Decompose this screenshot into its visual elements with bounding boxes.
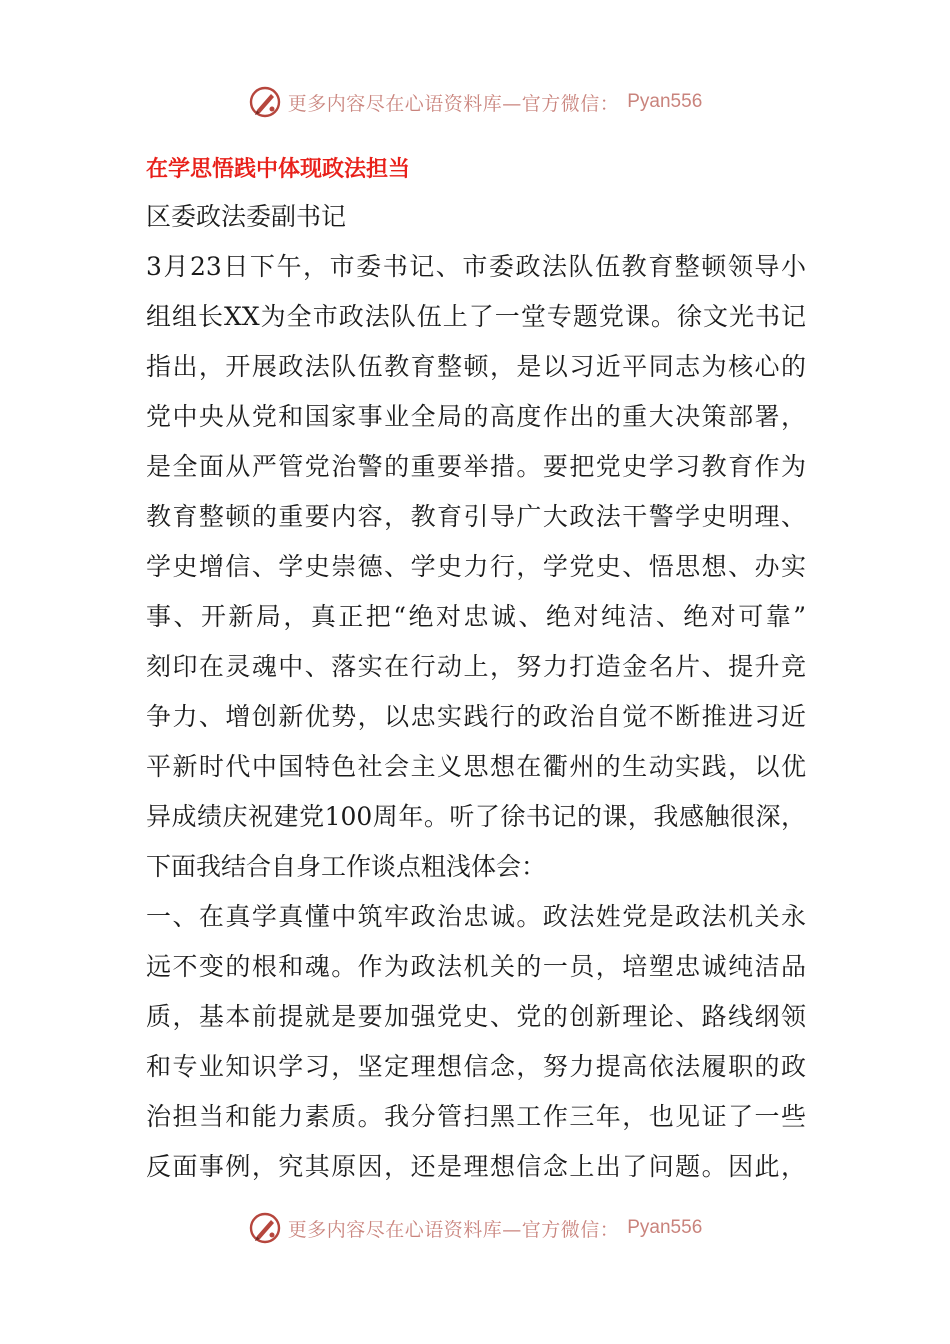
text-line: 教育整顿的重要内容，教育引导广大政法干警学史明理、 (146, 502, 806, 531)
footer-watermark (0, 1208, 950, 1248)
text-line: 治担当和能力素质。我分管扫黑工作三年，也见证了一些 (146, 1102, 806, 1131)
text-line: 和专业知识学习，坚定理想信念，努力提高依法履职的政 (146, 1052, 806, 1081)
text-line: 下面我结合自身工作谈点粗浅体会： (146, 852, 547, 881)
text-line: 学史增信、学史崇德、学史力行，学党史、悟思想、办实 (146, 552, 806, 581)
text-line: 组组长XX为全市政法队伍上了一堂专题党课。徐文光书记 (146, 302, 806, 331)
text-line: 指出，开展政法队伍教育整顿，是以习近平同志为核心的 (146, 352, 806, 381)
text-line: 异成绩庆祝建党100周年。听了徐书记的课，我感触很深， (146, 802, 806, 831)
text-line: 远不变的根和魂。作为政法机关的一员，培塑忠诚纯洁品 (146, 952, 806, 981)
text-line: 3月23日下午，市委书记、市委政法队伍教育整顿领导小 (146, 252, 806, 281)
pen-logo-icon (248, 85, 282, 119)
text-line: 一、在真学真懂中筑牢政治忠诚。政法姓党是政法机关永 (146, 902, 806, 931)
text-line: 争力、增创新优势，以忠实践行的政治自觉不断推进习近 (146, 702, 806, 731)
watermark-wechat-id: Pyan556 (627, 1217, 703, 1238)
watermark-text: 更多内容尽在心语资料库—官方微信： (287, 1218, 620, 1241)
watermark-wechat-id: Pyan556 (627, 91, 703, 112)
text-line: 事、开新局，真正把“绝对忠诚、绝对纯洁、绝对可靠” (146, 602, 806, 631)
text-line: 平新时代中国特色社会主义思想在衢州的生动实践，以优 (146, 752, 806, 781)
text-line: 党中央从党和国家事业全局的高度作出的重大决策部署， (146, 402, 806, 431)
text-line: 反面事例，究其原因，还是理想信念上出了问题。因此， (146, 1152, 806, 1181)
document-title: 在学思悟践中体现政法担当 (146, 157, 411, 182)
text-line: 刻印在灵魂中、落实在行动上，努力打造金名片、提升竞 (146, 652, 806, 681)
watermark-text: 更多内容尽在心语资料库—官方微信： (287, 92, 620, 115)
document-author: 区委政法委副书记 (146, 202, 347, 231)
paragraph-1 (146, 242, 806, 892)
header-watermark (0, 82, 950, 122)
text-line: 质，基本前提就是要加强党史、党的创新理论、路线纲领 (146, 1002, 806, 1031)
document-body (146, 148, 806, 1192)
text-line: 是全面从严管党治警的重要举措。要把党史学习教育作为 (146, 452, 806, 481)
paragraph-2 (146, 892, 806, 1192)
pen-logo-icon (248, 1211, 282, 1245)
